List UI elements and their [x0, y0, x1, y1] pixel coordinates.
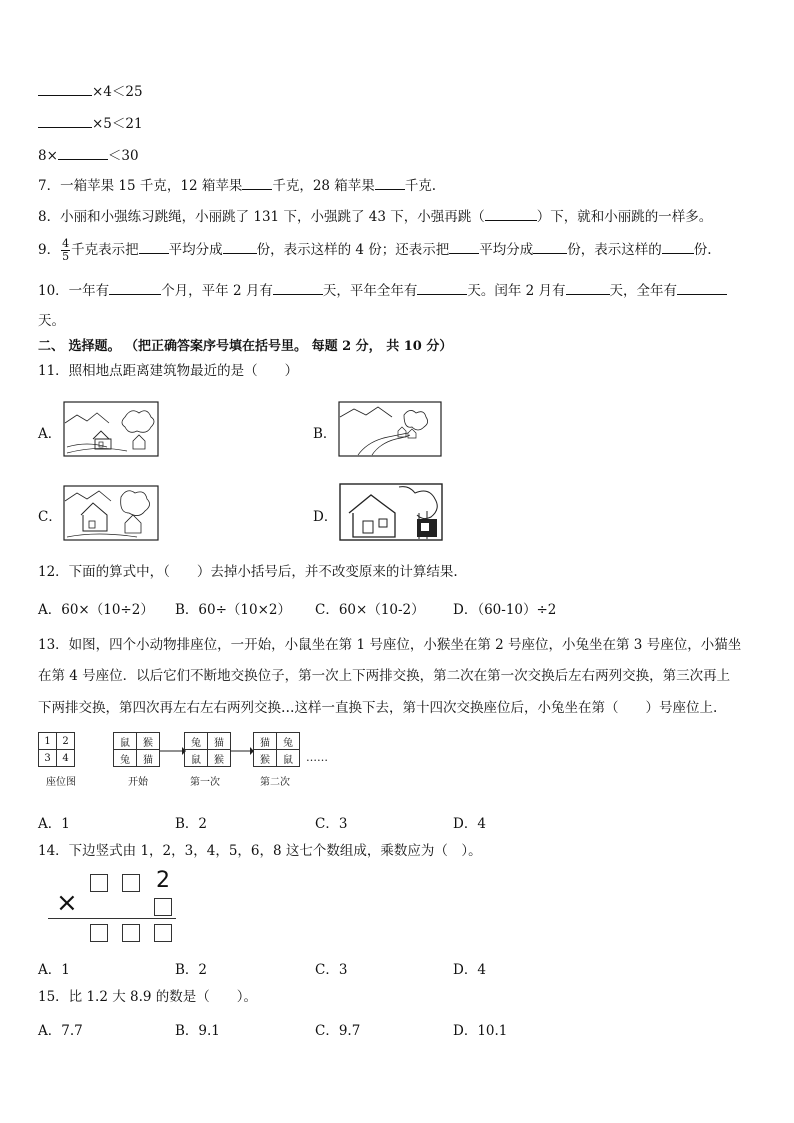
answer-blank[interactable]	[273, 281, 323, 295]
answer-blank[interactable]	[662, 240, 694, 254]
answer-blank[interactable]	[417, 281, 467, 295]
times-sign: ×	[56, 888, 78, 918]
question-9: 9． $\frac{4}{5}$ 千克表示把 平均分成 份，表示这样的 4 份；还表示把 平均分成 份，表示这样的 份.	[38, 237, 712, 263]
seat-grid-start: 鼠 猴 兔 猫	[113, 732, 160, 767]
answer-blank[interactable]	[677, 281, 727, 295]
answer-blank[interactable]	[375, 176, 405, 190]
answer-blank[interactable]	[533, 240, 567, 254]
answer-blank[interactable]	[38, 82, 92, 96]
grid-label: 开始	[128, 777, 148, 788]
arrow-right-icon	[230, 744, 254, 758]
house-photo-a	[63, 401, 159, 457]
ellipsis: ……	[306, 751, 328, 764]
grid-label: 第二次	[260, 777, 290, 788]
answer-blank[interactable]	[139, 240, 169, 254]
option-b[interactable]: B．2	[175, 962, 208, 978]
option-b[interactable]: B．9.1	[175, 1023, 220, 1039]
seat-grid-map: 1 2 3 4	[38, 732, 75, 767]
option-b[interactable]: B．60÷（10×2）	[175, 602, 291, 618]
answer-blank[interactable]	[449, 240, 479, 254]
option-c[interactable]: C．	[38, 509, 62, 525]
question-10-cont: 天。	[38, 313, 65, 329]
option-d[interactable]: D．	[313, 509, 338, 525]
fraction: $\frac{4}{5}$	[62, 237, 70, 263]
question-13-line1: 13．如图，四个小动物排座位，一开始，小鼠坐在第 1 号座位，小猴坐在第 2 号座位，小兔坐在第 3 号座位，小猫坐	[38, 637, 742, 653]
question-15-stem: 15．比 1.2 大 8.9 的数是（ ）。	[38, 989, 258, 1005]
digit-box[interactable]	[90, 874, 108, 892]
question-8: 8．小丽和小强练习跳绳，小丽跳了 131 下，小强跳了 43 下，小强再跳（ ）下，就和小丽跳的一样多。	[38, 209, 713, 225]
answer-blank[interactable]	[485, 207, 537, 221]
house-photo-d	[339, 483, 443, 541]
vertical-multiplication	[38, 868, 188, 948]
option-a[interactable]: A．60×（10÷2）	[38, 602, 154, 618]
answer-blank[interactable]	[223, 240, 257, 254]
digit-box[interactable]	[122, 924, 140, 942]
option-d[interactable]: D．4	[453, 962, 486, 978]
question-13-line3: 下两排交换，第四次再左右左右两列交换…这样一直换下去，第十四次交换座位后，小兔坐在第（ ）号座位上.	[38, 700, 718, 716]
option-d[interactable]: D．4	[453, 816, 486, 832]
option-c[interactable]: C．60×（10-2）	[315, 602, 425, 618]
divider	[48, 918, 176, 919]
question-11-stem: 11．照相地点距离建筑物最近的是（ ）	[38, 363, 299, 379]
option-a[interactable]: A．7.7	[38, 1023, 83, 1039]
option-b[interactable]: B．2	[175, 816, 208, 832]
digit-box[interactable]	[154, 898, 172, 916]
digit-two: 2	[156, 868, 170, 893]
seat-grid-first: 兔 猫 鼠 猴	[184, 732, 231, 767]
house-photo-c	[63, 485, 159, 541]
option-c[interactable]: C．3	[315, 962, 348, 978]
question-7: 7．一箱苹果 15 千克，12 箱苹果 千克，28 箱苹果 千克.	[38, 178, 437, 194]
answer-blank[interactable]	[58, 146, 108, 160]
question-10: 10．一年有 个月，平年 2 月有 天，平年全年有 天。闰年 2 月有 天，全年有	[38, 281, 727, 300]
question-12-stem: 12．下面的算式中，（ ）去掉小括号后，并不改变原来的计算结果.	[38, 564, 458, 580]
option-d[interactable]: D．（60-10）÷2	[453, 602, 557, 618]
section-heading: 二、 选择题。 （把正确答案序号填在括号里。 每题 2 分， 共 10 分）	[38, 339, 453, 354]
option-c[interactable]: C．9.7	[315, 1023, 361, 1039]
question-14-stem: 14．下边竖式由 1，2，3，4，5，6，8 这七个数组成，乘数应为（ ）。	[38, 843, 482, 859]
answer-blank[interactable]	[242, 176, 272, 190]
inequality-2: ×5＜21	[38, 114, 143, 133]
option-b[interactable]: B．	[313, 426, 337, 442]
option-c[interactable]: C．3	[315, 816, 348, 832]
digit-box[interactable]	[90, 924, 108, 942]
grid-label: 座位图	[46, 777, 76, 788]
arrow-right-icon	[160, 744, 186, 758]
option-a[interactable]: A．1	[38, 962, 70, 978]
house-photo-b	[338, 401, 442, 457]
seat-grid-second: 猫 兔 猴 鼠	[253, 732, 300, 767]
answer-blank[interactable]	[38, 114, 92, 128]
inequality-1: ×4＜25	[38, 82, 143, 101]
digit-box[interactable]	[122, 874, 140, 892]
option-a[interactable]: A．1	[38, 816, 70, 832]
option-a[interactable]: A．	[38, 426, 62, 442]
answer-blank[interactable]	[566, 281, 610, 295]
option-d[interactable]: D．10.1	[453, 1023, 508, 1039]
grid-label: 第一次	[190, 777, 220, 788]
question-13-line2: 在第 4 号座位．以后它们不断地交换位子，第一次上下两排交换，第二次在第一次交换后左右两列交换，第三次再上	[38, 668, 731, 684]
digit-box[interactable]	[154, 924, 172, 942]
answer-blank[interactable]	[109, 281, 161, 295]
inequality-3: 8× ＜30	[38, 148, 139, 164]
